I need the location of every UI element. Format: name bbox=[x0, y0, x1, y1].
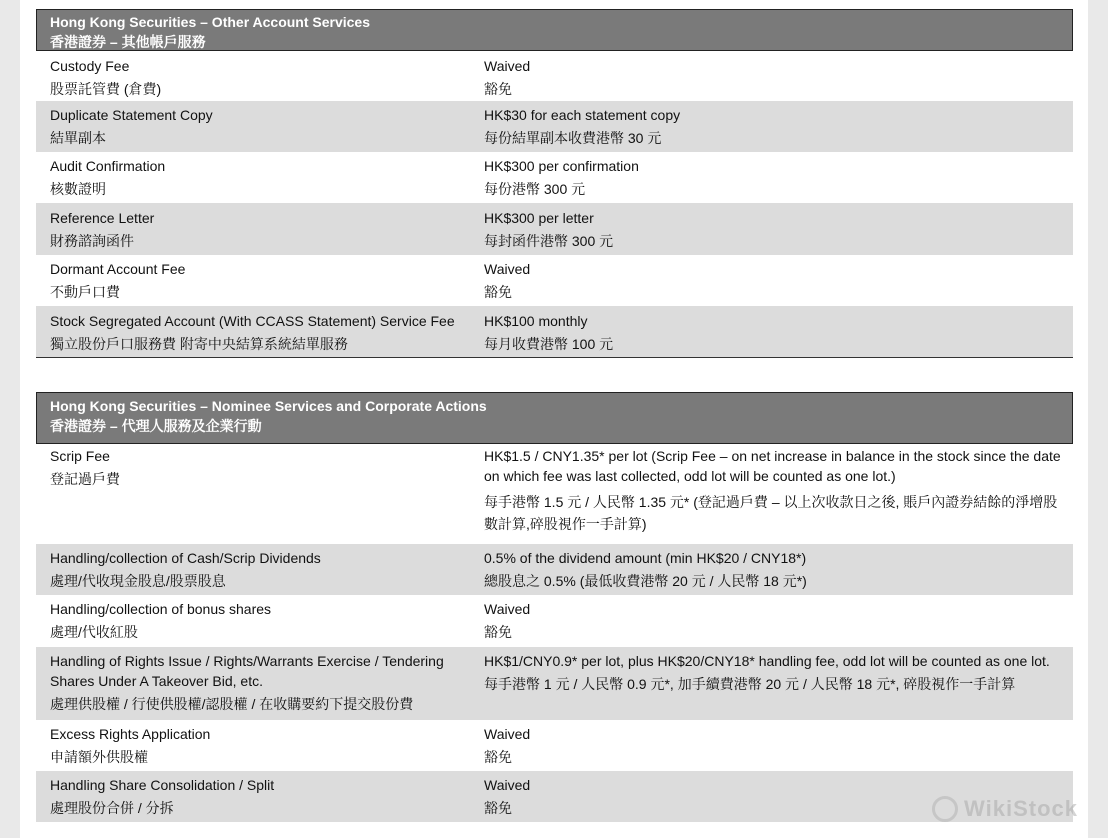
table-row bbox=[36, 544, 1073, 595]
section-title-en: Hong Kong Securities – Other Account Services bbox=[50, 14, 371, 30]
fee-zh: 每月收費港幣 100 元 bbox=[484, 336, 614, 352]
table-row bbox=[36, 595, 1073, 647]
fee-en: Waived bbox=[484, 261, 531, 277]
service-name-zh: 結單副本 bbox=[50, 130, 106, 146]
fee-en: HK$300 per letter bbox=[484, 210, 594, 226]
fee-en: HK$30 for each statement copy bbox=[484, 107, 681, 123]
section-title-en: Hong Kong Securities – Nominee Services and Corporate Actions bbox=[50, 398, 487, 414]
watermark-logo-icon bbox=[932, 796, 958, 822]
table-row bbox=[36, 152, 1073, 203]
service-name-en: Stock Segregated Account (With CCASS Statement) Service Fee bbox=[50, 313, 455, 329]
fee-en: 0.5% of the dividend amount (min HK$20 / CNY18*) bbox=[484, 550, 807, 566]
table-row bbox=[36, 51, 1073, 101]
service-name-en: Scrip Fee bbox=[50, 448, 110, 464]
service-name-en: Duplicate Statement Copy bbox=[50, 107, 213, 123]
fee-zh: 總股息之 0.5% (最低收費港幣 20 元 / 人民幣 18 元*) bbox=[484, 573, 807, 589]
service-name-zh: 處理股份合併 / 分拆 bbox=[50, 800, 174, 816]
table-row bbox=[36, 647, 1073, 720]
service-name-en: Custody Fee bbox=[50, 58, 130, 74]
service-name-zh: 登記過戶費 bbox=[50, 471, 120, 487]
nominee-services-table bbox=[36, 392, 1073, 822]
section-header bbox=[36, 9, 1073, 51]
fee-en: Waived bbox=[484, 726, 531, 742]
table-row bbox=[36, 444, 1073, 544]
fee-en: HK$1.5 / CNY1.35* per lot (Scrip Fee – on net increase in balance in the stock since the date on which fee was last collected, odd lot will be counted as one lot.) bbox=[484, 448, 1061, 484]
fee-zh: 豁免 bbox=[484, 800, 512, 816]
table-row bbox=[36, 203, 1073, 255]
service-name-zh: 獨立股份戶口服務費 附寄中央結算系統結單服務 bbox=[50, 336, 348, 352]
fee-en: HK$100 monthly bbox=[484, 313, 588, 329]
table-row bbox=[36, 101, 1073, 152]
section-header bbox=[36, 392, 1073, 444]
fee-zh: 每手港幣 1.5 元 / 人民幣 1.35 元* (登記過戶費 – 以上次收款日之後, 賬戶內證券結餘的淨增股數計算,碎股視作一手計算) bbox=[484, 494, 1058, 532]
fee-zh: 豁免 bbox=[484, 749, 512, 765]
service-name-en: Excess Rights Application bbox=[50, 726, 211, 742]
service-name-zh: 處理供股權 / 行使供股權/認股權 / 在收購要約下提交股份費 bbox=[50, 696, 414, 712]
fee-zh: 豁免 bbox=[484, 284, 512, 300]
fee-en: HK$1/CNY0.9* per lot, plus HK$20/CNY18* handling fee, odd lot will be counted as one lot. bbox=[484, 653, 1050, 669]
table-row bbox=[36, 306, 1073, 358]
fee-en: Waived bbox=[484, 777, 531, 793]
fee-zh: 每封函件港幣 300 元 bbox=[484, 233, 614, 249]
section-title-zh: 香港證券 – 代理人服務及企業行動 bbox=[50, 418, 262, 434]
watermark bbox=[932, 796, 1078, 822]
fee-zh: 每份結單副本收費港幣 30 元 bbox=[484, 130, 662, 146]
section-title-zh: 香港證券 – 其他帳戶服務 bbox=[50, 34, 206, 50]
watermark-text: WikiStock bbox=[964, 796, 1078, 821]
fee-en: Waived bbox=[484, 58, 531, 74]
fee-zh: 豁免 bbox=[484, 624, 512, 640]
fee-en: Waived bbox=[484, 601, 531, 617]
fee-zh: 每手港幣 1 元 / 人民幣 0.9 元*, 加手續費港幣 20 元 / 人民幣 18 元*, 碎股視作一手計算 bbox=[484, 676, 1016, 692]
service-name-zh: 不動戶口費 bbox=[50, 284, 120, 300]
fee-zh: 豁免 bbox=[484, 81, 512, 97]
service-name-en: Handling/collection of bonus shares bbox=[50, 601, 272, 617]
service-name-zh: 處理/代收紅股 bbox=[50, 624, 138, 640]
table-row bbox=[36, 255, 1073, 306]
service-name-zh: 處理/代收現金股息/股票股息 bbox=[50, 573, 226, 589]
service-name-en: Dormant Account Fee bbox=[50, 261, 186, 277]
table-row bbox=[36, 771, 1073, 822]
service-name-zh: 股票託管費 (倉費) bbox=[50, 81, 162, 97]
other-account-services-table bbox=[36, 9, 1073, 358]
service-name-zh: 申請額外供股權 bbox=[50, 749, 148, 765]
service-name-en: Reference Letter bbox=[50, 210, 155, 226]
table-row bbox=[36, 720, 1073, 771]
service-name-en: Handling Share Consolidation / Split bbox=[50, 777, 275, 793]
document-page bbox=[20, 0, 1088, 838]
fee-en: HK$300 per confirmation bbox=[484, 158, 639, 174]
service-name-en: Handling of Rights Issue / Rights/Warrants Exercise / Tendering Shares Under A Takeover Bid, etc. bbox=[50, 653, 444, 689]
service-name-zh: 核數證明 bbox=[50, 181, 106, 197]
service-name-en: Handling/collection of Cash/Scrip Dividends bbox=[50, 550, 321, 566]
fee-zh: 每份港幣 300 元 bbox=[484, 181, 586, 197]
service-name-en: Audit Confirmation bbox=[50, 158, 166, 174]
service-name-zh: 財務諮詢函件 bbox=[50, 233, 134, 249]
